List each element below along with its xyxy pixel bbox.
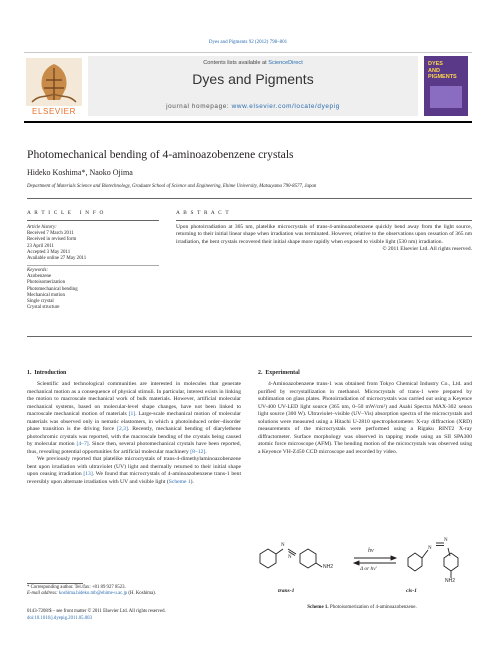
intro-text: . Since then, several photomechanical crystals have been reported, thus, revealing potential opportunities for artificial molecular machinery: [27, 441, 241, 455]
abstract-heading: A B S T R A C T: [176, 210, 230, 216]
publisher-name: ELSEVIER: [32, 107, 76, 116]
experimental-heading: 2. Experimental: [258, 370, 300, 376]
intro-text: ).: [190, 478, 194, 485]
journal-name: Dyes and Pigments: [192, 71, 314, 87]
corresponding-author: * Corresponding author. Tel./fax: +81 89 927 8523.: [27, 585, 126, 590]
article-authors: Hideko Koshima*, Naoko Ojima: [27, 168, 133, 177]
scheme-1: [250, 528, 474, 614]
intro-body: [27, 381, 241, 486]
journal-cover: [424, 56, 468, 116]
cover-line-3: PIGMENTS: [428, 74, 457, 80]
issn-line: 0143-7208/$ – see front matter © 2011 Elsevier Ltd. All rights reserved.: [27, 609, 166, 614]
email-suffix: (H. Koshima).: [127, 591, 156, 597]
benzene-ring: [408, 553, 422, 571]
trans-label: trans-1: [278, 588, 295, 594]
keywords-label: Keywords:: [27, 268, 49, 273]
experimental-paragraph-1: 4-Aminoazobenzene trans-1 was obtained from Tokyo Chemical Industry Co., Ltd. and purified by recrystallization in methanol. Microcrystals of trans-1 were prepared by sublimation on glass plates. Photoirradiation of microcrystals was carried out using a Keyence UV-400 UV-LED light source (365 nm, 0–50 mW/cm²) and Asahi Spectra MAX-302 xenon light source (300 W). Ultraviolet–visible (UV–Vis) absorption spectra of the microcrystals and solutions were measured using a Hitachi U-2810 spectrophotometer. X-ray diffraction (XRD) measurements of the microcrystals were performed using a Rigaku RINT2 X-ray diffractometer. Surface morphology was observed in tapping mode using an SII SPA300 atomic force microscope (AFM). The bending motion of the microcrystals was observed using a Keyence VH-Z450 CCD microscope and recorded by video.: [258, 381, 472, 455]
history-item: Available online 27 May 2011: [27, 256, 87, 262]
arrow-label-reverse: Δ or hν': [360, 566, 377, 572]
amino-group: NH2: [445, 578, 456, 584]
citation-link[interactable]: [1]: [128, 411, 136, 417]
sciencedirect-link[interactable]: ScienceDirect: [268, 60, 303, 66]
abstract-text: Upon photoirradiation at 365 nm, platelike microcrystals of trans-4-aminoazobenzene quickly bend away from the light source, returning to their initial linear shape when irradiation was terminated. However, relative to the observations upon cessation of 365 nm irradiation, the bent crystals recovered their initial shape more rapidly when exposed to visible light (530 nm) irradiation.: [176, 224, 472, 245]
citation-link[interactable]: [8–12]: [190, 448, 206, 455]
history-rule: [27, 265, 159, 266]
homepage-label: journal homepage:: [166, 103, 232, 110]
article-title: Photomechanical bending of 4-aminoazobenzene crystals: [27, 148, 294, 161]
homepage-link[interactable]: www.elsevier.com/locate/dyepig: [231, 103, 340, 110]
article-info-heading: A R T I C L E I N F O: [27, 210, 105, 216]
citation-link[interactable]: [4–7]: [76, 441, 89, 447]
keyword: Crystal structure: [27, 305, 60, 311]
abstract-block: [176, 224, 472, 254]
intro-paragraph-1: [27, 381, 241, 456]
citation-link[interactable]: [13]: [83, 471, 93, 477]
benzene-ring: [260, 549, 276, 568]
elsevier-logo: [26, 58, 82, 116]
history-item: Received in revised form: [27, 237, 77, 243]
history-item: Accepted 3 May 2011: [27, 249, 71, 255]
cis-label: cis-1: [406, 588, 417, 594]
n-atom: N: [281, 543, 285, 548]
keyword: Photomechanical bending: [27, 286, 78, 292]
keyword: Mechanical motion: [27, 292, 65, 298]
page-footer: [27, 608, 327, 622]
n-atom: N: [444, 538, 448, 543]
affiliation-rule: [27, 198, 472, 199]
n-atom: N: [288, 555, 292, 560]
experimental-body: [258, 381, 472, 456]
header-bottom-rule: [24, 121, 472, 123]
intro-text: Scientific and technological communities are interested in molecules that generate mechanical motion as a consequence of physical stimuli. In particular, interest exists in linking the motion to macroscale mechanical work of bulk materials. However, artificial molecular mechanical systems, based on molecular-level shape changes, have not been linked to macroscale mechanical motion of materials: [27, 381, 241, 417]
scheme-caption-label: Scheme 1.: [307, 605, 329, 610]
scheme-caption-text: Photoisomerization of 4-aminoazobenzene.: [328, 605, 417, 610]
journal-header: [24, 52, 472, 124]
contents-text: Contents lists available at: [203, 60, 269, 66]
benzene-ring: [300, 549, 316, 568]
intro-heading: 1. Introduction: [27, 370, 67, 376]
journal-reference[interactable]: Dyes and Pigments 92 (2012) 798–801: [208, 40, 288, 45]
citation-link[interactable]: [2,3]: [117, 426, 128, 432]
n-atom: N: [428, 546, 432, 551]
footnote: [27, 585, 241, 598]
keyword: Single crystal: [27, 299, 54, 305]
article-info-rule: [27, 220, 159, 221]
history-item: Received 7 March 2011: [27, 231, 74, 237]
article-affiliation: Department of Materials Science and Biotechnology, Graduate School of Science and Engineering, Ehime University, Matsuyama 790-8577, Japan: [27, 184, 317, 189]
intro-text: .: [205, 448, 207, 455]
footnote-rule: [27, 583, 83, 584]
keyword: Azobenzene: [27, 274, 52, 280]
abstract-bottom-rule: [27, 336, 472, 337]
scheme-link[interactable]: Scheme 1: [168, 478, 191, 485]
history-item: 23 April 2011: [27, 243, 54, 249]
article-history: [27, 225, 159, 262]
intro-text: We previously reported that platelike microcrystals of trans-4-dimethylaminoazobenzene bent upon irradiation with ultraviolet (UV) light and thermally returned to their initial shape upon ceasing irradiation: [27, 456, 241, 477]
abstract-copyright: © 2011 Elsevier Ltd. All rights reserved.: [382, 246, 472, 253]
amino-group: NH2: [323, 564, 334, 570]
intro-text: . We found that microcrystals of 4-aminoazobenzene trans-1 bent reversibly upon alternate irradiation with UV and visible light (: [27, 471, 241, 485]
journal-banner: [88, 56, 418, 116]
header-top-rule: [24, 52, 472, 53]
arrow-label-forward: hν: [368, 548, 374, 554]
benzene-ring: [444, 553, 458, 571]
cover-line-1: DYES: [428, 61, 443, 67]
email-label: E-mail address:: [27, 591, 59, 597]
intro-paragraph-2: [27, 456, 241, 486]
history-label: Article history:: [27, 225, 57, 230]
doi-link[interactable]: doi:10.1016/j.dyepig.2011.05.003: [27, 616, 92, 621]
intro-text: . Recently, mechanical bending of diarylethene photochromic crystals was reported, with the macroscale bending of the crystals being caused by molecular motion: [27, 426, 241, 447]
email-link[interactable]: koshima.hideko.mb@ehime-u.ac.jp: [58, 591, 128, 597]
cover-line-2: AND: [428, 67, 440, 74]
intro-text: . Large-scale mechanical motion of molecular materials was observed only in nematic elastomers, in which a photoinduced order–disorder phase transition is the driving force: [27, 411, 241, 432]
abstract-rule: [176, 220, 472, 221]
keywords: [27, 268, 159, 311]
keyword: Photoisomerization: [27, 280, 66, 286]
